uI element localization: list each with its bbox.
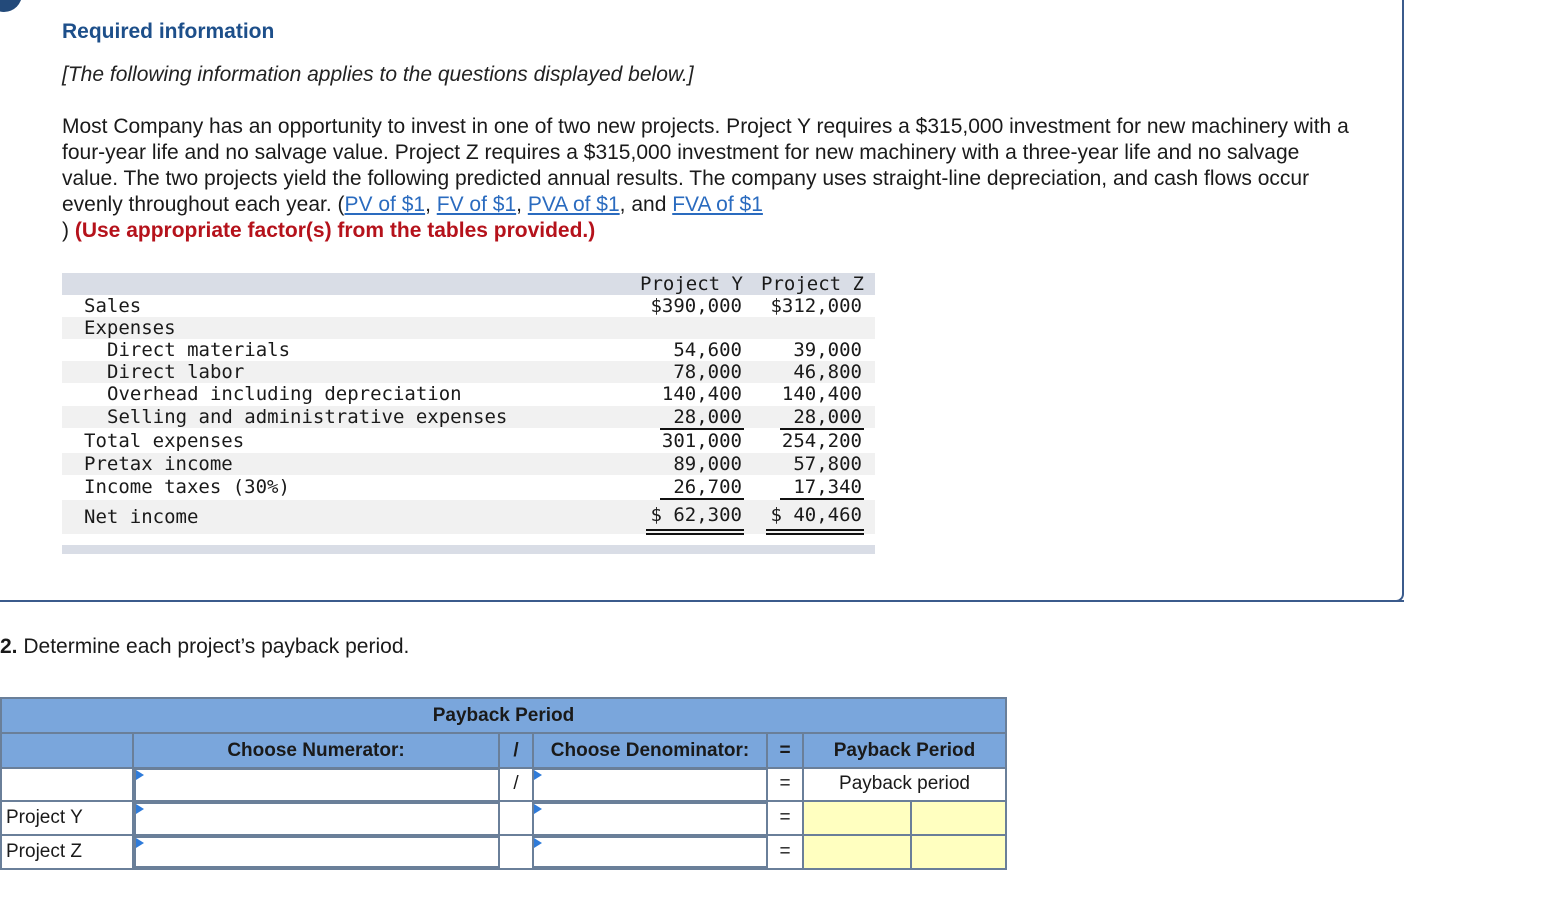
divide-symbol: / <box>513 739 519 761</box>
project-z-result-unit[interactable] <box>912 836 1005 868</box>
numerator-header: Choose Numerator: <box>227 739 405 761</box>
table-row: Overhead including depreciation 140,400 140,400 <box>107 383 862 405</box>
numerator-label-select[interactable] <box>134 768 500 802</box>
project-y-result-unit[interactable] <box>912 802 1005 834</box>
result-header: Payback Period <box>833 739 976 761</box>
project-y-denominator-input[interactable] <box>532 802 768 836</box>
payback-grid <box>0 697 1007 870</box>
col-header-project-z: Project Z <box>761 273 864 295</box>
col-header-project-y: Project Y <box>640 273 743 295</box>
denominator-header: Choose Denominator: <box>550 739 750 761</box>
table-row: Sales $390,000 $312,000 <box>84 295 862 317</box>
table-row: Total expenses 301,000 254,200 <box>84 430 862 452</box>
question-2: 2. Determine each project’s payback period. <box>0 635 410 658</box>
table-row: Selling and administrative expenses 28,000 28,000 <box>62 406 875 428</box>
project-y-result-value[interactable] <box>804 802 910 834</box>
table-row: Net income $ 62,300 $ 40,460 <box>62 500 875 534</box>
table-row: Income taxes (30%) 26,700 17,340 <box>84 476 862 498</box>
project-y-numerator-input[interactable] <box>134 802 500 836</box>
project-z-numerator-input[interactable] <box>134 836 500 868</box>
required-info-title: Required information <box>62 20 275 43</box>
payback-title: Payback Period <box>432 704 575 726</box>
fv-of-1-link[interactable]: FV of $1 <box>436 193 517 216</box>
problem-text: Most Company has an opportunity to invest in one of two new projects. Project Y requires a $315,000 investment for new machinery with a four-year life and no salvage value. Project Z requires a $315,000 investment for new machinery with a three-year life and no salvage value. The two projects yield the following predicted annual results. The company uses straight-line depreciation, and cash flows occur evenly throughout each year. (PV of $1, FV of $1, PVA of $1, and FVA of $1 ) (Use appropriate factor(s) from the tables provided.) <box>62 115 1349 242</box>
equals-symbol: = <box>779 772 791 794</box>
table-row: Expenses <box>62 317 875 339</box>
table-row: Direct labor 78,000 46,800 <box>62 361 875 383</box>
info-note: [The following information applies to the questions displayed below.] <box>62 63 694 86</box>
row-label-project-z: Project Z <box>6 841 83 862</box>
project-z-result-value[interactable] <box>804 836 910 868</box>
result-subheader: Payback period <box>839 772 970 794</box>
equals-symbol: = <box>779 841 791 862</box>
fva-of-1-link[interactable]: FVA of $1 <box>672 193 763 216</box>
instruction-text: (Use appropriate factor(s) from the tables provided.) <box>74 219 596 242</box>
project-z-denominator-input[interactable] <box>532 836 768 868</box>
pv-of-1-link[interactable]: PV of $1 <box>344 193 426 216</box>
pva-of-1-link[interactable]: PVA of $1 <box>527 193 620 216</box>
equals-symbol: = <box>779 807 791 828</box>
divide-symbol: / <box>513 772 519 794</box>
table-row: Direct materials 54,600 39,000 <box>107 339 862 361</box>
denominator-label-select[interactable] <box>532 768 768 802</box>
table-row: Pretax income 89,000 57,800 <box>62 453 875 475</box>
equals-symbol: = <box>779 739 791 761</box>
row-label-project-y: Project Y <box>6 807 83 828</box>
